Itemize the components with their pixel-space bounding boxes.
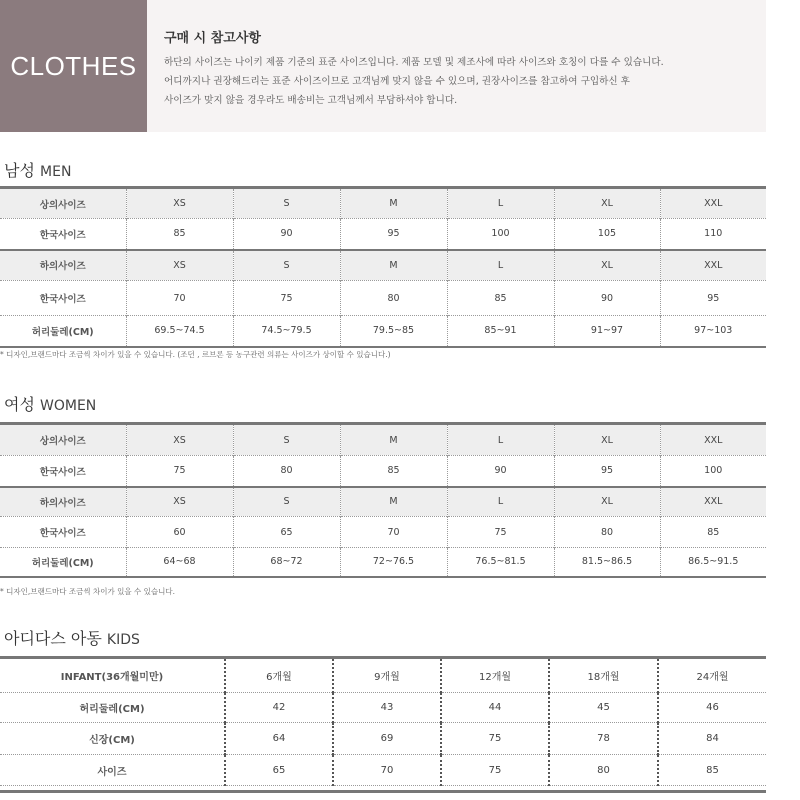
table-cell: 85 xyxy=(707,526,720,538)
kids-size-table xyxy=(0,656,766,786)
brand-label: CLOTHES xyxy=(0,0,147,132)
table-cell: 74.5~79.5 xyxy=(233,316,340,347)
table-cell: L xyxy=(447,188,554,219)
table-cell: XL xyxy=(554,188,660,219)
row-label: INFANT(36개월미만) xyxy=(0,658,225,693)
table-cell: 60 xyxy=(126,517,233,548)
table-row xyxy=(0,456,766,487)
table-cell: 6개월 xyxy=(225,658,333,693)
table-cell: 95 xyxy=(554,456,660,487)
table-cell: 69 xyxy=(333,723,441,755)
table-cell: XS xyxy=(126,487,233,517)
table-cell: XS xyxy=(126,188,233,219)
table-row xyxy=(0,281,766,316)
table-cell: 79.5~85 xyxy=(340,316,447,347)
table-cell: 80 xyxy=(554,517,660,548)
table-cell: XXL xyxy=(660,424,766,456)
table-cell: 91~97 xyxy=(554,316,660,347)
table-cell: 80 xyxy=(233,456,340,487)
row-label: 한국사이즈 xyxy=(0,281,126,316)
table-cell: XS xyxy=(126,250,233,281)
table-cell: 110 xyxy=(704,228,723,240)
table-row xyxy=(0,316,766,347)
women-footnote: * 디자인,브랜드마다 조금씩 차이가 있을 수 있습니다. xyxy=(0,587,175,596)
size-guide-header xyxy=(0,0,766,132)
table-row xyxy=(0,188,766,219)
table-cell: 18개월 xyxy=(549,658,658,693)
table-cell: 85 xyxy=(447,281,554,316)
table-cell: XXL xyxy=(660,487,766,517)
table-cell: XL xyxy=(554,250,660,281)
table-cell: 75 xyxy=(126,456,233,487)
men-title: 남성 xyxy=(4,161,35,180)
table-cell: 90 xyxy=(554,281,660,316)
women-size-table xyxy=(0,422,766,578)
table-cell: 68~72 xyxy=(233,548,340,577)
table-row xyxy=(0,517,766,548)
table-cell: M xyxy=(340,250,447,281)
row-label: 한국사이즈 xyxy=(0,456,126,487)
notice-line: 사이즈가 맞지 않을 경우라도 배송비는 고객님께서 부담하셔야 합니다. xyxy=(164,95,458,106)
table-cell: 97~103 xyxy=(694,325,733,337)
table-row xyxy=(0,693,766,723)
table-cell: 72~76.5 xyxy=(340,548,447,577)
table-cell: S xyxy=(233,188,340,219)
table-cell: 12개월 xyxy=(441,658,549,693)
table-cell: 100 xyxy=(447,219,554,250)
table-cell: 105 xyxy=(554,219,660,250)
table-cell: M xyxy=(340,188,447,219)
table-cell: 65 xyxy=(225,755,333,786)
table-cell: 24개월 xyxy=(696,672,729,683)
notice-title: 구매 시 참고사항 xyxy=(164,31,261,46)
table-cell: 75 xyxy=(441,755,549,786)
table-cell: 85 xyxy=(706,764,719,776)
table-cell: 9개월 xyxy=(333,658,441,693)
table-cell: 80 xyxy=(549,755,658,786)
table-cell: 90 xyxy=(233,219,340,250)
table-cell: 80 xyxy=(340,281,447,316)
table-cell: L xyxy=(447,487,554,517)
kids-table-bottom-border xyxy=(0,790,766,793)
row-label: 허리둘레(CM) xyxy=(0,316,126,347)
men-size-table xyxy=(0,186,766,348)
men-title-en: MEN xyxy=(40,164,72,180)
women-title: 여성 xyxy=(4,395,35,414)
table-cell: 46 xyxy=(706,702,719,713)
table-cell: 64~68 xyxy=(126,548,233,577)
purchase-notice xyxy=(147,0,766,132)
table-row xyxy=(0,424,766,456)
notice-line: 어디까지나 권장해드리는 표준 사이즈이므로 고객님께 맞지 않을 수 있으며, 권장사이즈를 참고하여 구입하신 후 xyxy=(164,76,630,87)
table-cell: 69.5~74.5 xyxy=(126,316,233,347)
table-cell: 44 xyxy=(441,693,549,723)
table-cell: 42 xyxy=(225,693,333,723)
row-label: 신장(CM) xyxy=(0,723,225,755)
table-cell: 43 xyxy=(333,693,441,723)
table-cell: 76.5~81.5 xyxy=(447,548,554,577)
table-cell: S xyxy=(233,424,340,456)
table-cell: 45 xyxy=(549,693,658,723)
table-cell: 100 xyxy=(704,465,723,477)
row-label: 허리둘레(CM) xyxy=(0,693,225,723)
kids-section-title xyxy=(4,626,140,649)
row-label: 허리둘레(CM) xyxy=(0,548,126,577)
notice-line: 하단의 사이즈는 나이키 제품 기준의 표준 사이즈입니다. 제품 모델 및 제조사에 따라 사이즈와 호칭이 다를 수 있습니다. xyxy=(164,57,664,68)
row-label: 하의사이즈 xyxy=(0,487,126,517)
row-label: 사이즈 xyxy=(0,755,225,786)
row-label: 하의사이즈 xyxy=(0,250,126,281)
table-cell: 85 xyxy=(126,219,233,250)
table-cell: 64 xyxy=(225,723,333,755)
kids-title-en: KIDS xyxy=(106,632,140,648)
row-label: 상의사이즈 xyxy=(0,188,126,219)
table-cell: L xyxy=(447,424,554,456)
men-section-title xyxy=(4,158,71,181)
table-cell: 65 xyxy=(233,517,340,548)
row-label: 한국사이즈 xyxy=(0,517,126,548)
table-cell: 75 xyxy=(447,517,554,548)
table-row xyxy=(0,658,766,693)
table-cell: 95 xyxy=(707,292,720,304)
table-cell: 75 xyxy=(233,281,340,316)
table-row xyxy=(0,723,766,755)
table-cell: 85 xyxy=(340,456,447,487)
row-label: 한국사이즈 xyxy=(0,219,126,250)
table-cell: 84 xyxy=(706,733,719,744)
women-title-en: WOMEN xyxy=(40,398,97,414)
table-cell: S xyxy=(233,250,340,281)
women-section-title xyxy=(4,392,96,415)
table-row xyxy=(0,487,766,517)
table-cell: 70 xyxy=(333,755,441,786)
table-cell: 70 xyxy=(126,281,233,316)
table-cell: 90 xyxy=(447,456,554,487)
table-cell: 78 xyxy=(549,723,658,755)
table-cell: M xyxy=(340,424,447,456)
table-cell: 85~91 xyxy=(447,316,554,347)
table-cell: XL xyxy=(554,424,660,456)
table-cell: XXL xyxy=(660,250,766,281)
table-cell: 75 xyxy=(441,723,549,755)
table-row xyxy=(0,250,766,281)
table-cell: S xyxy=(233,487,340,517)
table-row xyxy=(0,548,766,577)
table-row xyxy=(0,755,766,786)
kids-title: 아디다스 아동 xyxy=(4,629,102,648)
table-row xyxy=(0,219,766,250)
table-cell: 95 xyxy=(340,219,447,250)
table-cell: 70 xyxy=(340,517,447,548)
table-cell: 86.5~91.5 xyxy=(688,556,739,568)
table-cell: 81.5~86.5 xyxy=(554,548,660,577)
table-cell: XL xyxy=(554,487,660,517)
table-cell: M xyxy=(340,487,447,517)
men-footnote: * 디자인,브랜드마다 조금씩 차이가 있을 수 있습니다. (조던 , 르브론 등 농구관련 의류는 사이즈가 상이할 수 있습니다.) xyxy=(0,350,391,359)
table-cell: XS xyxy=(126,424,233,456)
table-cell: L xyxy=(447,250,554,281)
row-label: 상의사이즈 xyxy=(0,424,126,456)
table-cell: XXL xyxy=(660,188,766,219)
